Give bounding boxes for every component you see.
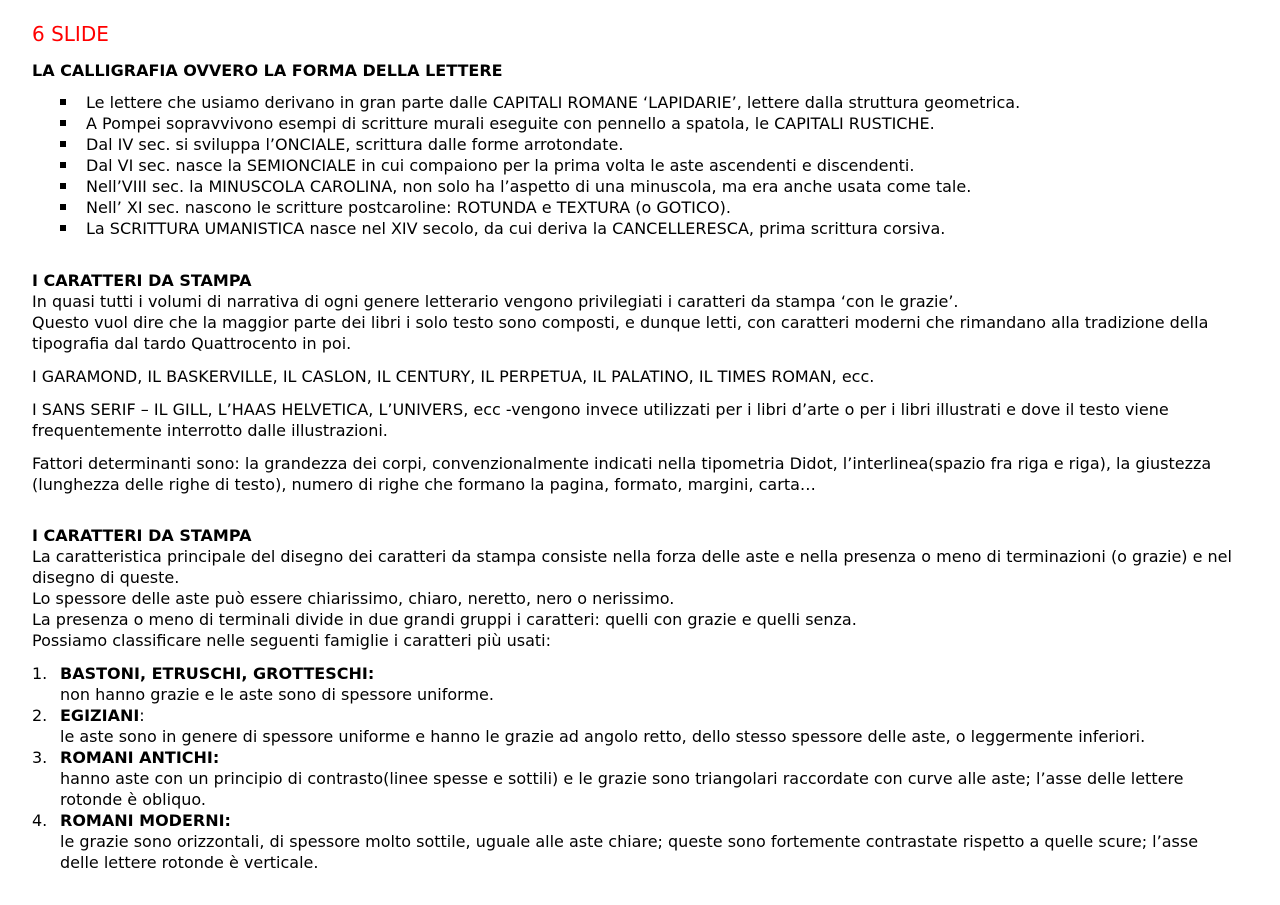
print-section-2: [32, 525, 1240, 873]
list-item: Le lettere che usiamo derivano in gran parte dalle CAPITALI ROMANE ‘LAPIDARIE’, lettere dalla struttura geometrica.: [32, 92, 1240, 113]
family-description: hanno aste con un principio di contrasto(linee spesse e sottili) e le grazie sono triangolari raccordate con curve alle aste; l’asse delle lettere rotonde è obliquo.: [60, 769, 1184, 809]
list-item: [32, 810, 1240, 873]
family-name: ROMANI MODERNI:: [60, 811, 231, 830]
font-families-list: [32, 663, 1240, 873]
family-name: BASTONI, ETRUSCHI, GROTTESCHI:: [60, 664, 375, 683]
slide-label: 6 SLIDE: [32, 22, 109, 46]
print-section-1: [32, 270, 1240, 495]
paragraph: Lo spessore delle aste può essere chiarissimo, chiaro, neretto, nero o nerissimo.: [32, 589, 675, 608]
family-name: EGIZIANI: [60, 706, 140, 725]
section-heading: I CARATTERI DA STAMPA: [32, 526, 252, 545]
family-description: le aste sono in genere di spessore uniforme e hanno le grazie ad angolo retto, dello stesso spessore delle aste, o leggermente inferiori.: [60, 727, 1146, 746]
calligraphy-bullet-list: [32, 92, 1240, 239]
calligraphy-heading: LA CALLIGRAFIA OVVERO LA FORMA DELLA LETTERE: [32, 61, 503, 80]
paragraph: Fattori determinanti sono: la grandezza dei corpi, convenzionalmente indicati nella tipometria Didot, l’interlinea(spazio fra riga e riga), la giustezza (lunghezza delle righe di testo), numero di righe che formano la pagina, formato, margini, carta…: [32, 454, 1212, 494]
paragraph: In quasi tutti i volumi di narrativa di ogni genere letterario vengono privilegiati i caratteri da stampa ‘con le grazie’.: [32, 292, 959, 311]
list-item: Dal IV sec. si sviluppa l’ONCIALE, scrittura dalle forme arrotondate.: [32, 134, 1240, 155]
paragraph: Questo vuol dire che la maggior parte dei libri i solo testo sono composti, e dunque letti, con caratteri moderni che rimandano alla tradizione della tipografia dal tardo Quattrocento in poi.: [32, 313, 1209, 353]
paragraph: I SANS SERIF – IL GILL, L’HAAS HELVETICA, L’UNIVERS, ecc -vengono invece utilizzati per i libri d’arte o per i libri illustrati e dove il testo viene frequentemente interrotto dalle illustrazioni.: [32, 400, 1169, 440]
list-item: Nell’ XI sec. nascono le scritture postcaroline: ROTUNDA e TEXTURA (o GOTICO).: [32, 197, 1240, 218]
serif-fonts-list: I GARAMOND, IL BASKERVILLE, IL CASLON, IL CENTURY, IL PERPETUA, IL PALATINO, IL TIMES ROMAN, ecc.: [32, 367, 875, 386]
list-item: [32, 747, 1240, 810]
list-item: [32, 705, 1240, 747]
list-number: 2.: [32, 706, 48, 725]
list-number: 3.: [32, 748, 48, 767]
list-item: [32, 663, 1240, 705]
list-item: Nell’VIII sec. la MINUSCOLA CAROLINA, non solo ha l’aspetto di una minuscola, ma era anche usata come tale.: [32, 176, 1240, 197]
family-description: non hanno grazie e le aste sono di spessore uniforme.: [60, 685, 494, 704]
paragraph: La presenza o meno di terminali divide in due grandi gruppi i caratteri: quelli con grazie e quelli senza.: [32, 610, 857, 629]
list-item: La SCRITTURA UMANISTICA nasce nel XIV secolo, da cui deriva la CANCELLERESCA, prima scrittura corsiva.: [32, 218, 1240, 239]
family-description: le grazie sono orizzontali, di spessore molto sottile, uguale alle aste chiare; queste sono fortemente contrastate rispetto a quelle scure; l’asse delle lettere rotonde è verticale.: [60, 832, 1199, 872]
list-item: A Pompei sopravvivono esempi di scritture murali eseguite con pennello a spatola, le CAPITALI RUSTICHE.: [32, 113, 1240, 134]
family-name: ROMANI ANTICHI:: [60, 748, 220, 767]
list-number: 4.: [32, 811, 48, 830]
section-heading: I CARATTERI DA STAMPA: [32, 271, 252, 290]
paragraph: La caratteristica principale del disegno dei caratteri da stampa consiste nella forza delle aste e nella presenza o meno di terminazioni (o grazie) e nel disegno di queste.: [32, 547, 1232, 587]
list-item: Dal VI sec. nasce la SEMIONCIALE in cui compaiono per la prima volta le aste ascendenti e discendenti.: [32, 155, 1240, 176]
list-number: 1.: [32, 664, 48, 683]
paragraph: Possiamo classificare nelle seguenti famiglie i caratteri più usati:: [32, 631, 551, 650]
family-name-suffix: :: [139, 706, 145, 725]
